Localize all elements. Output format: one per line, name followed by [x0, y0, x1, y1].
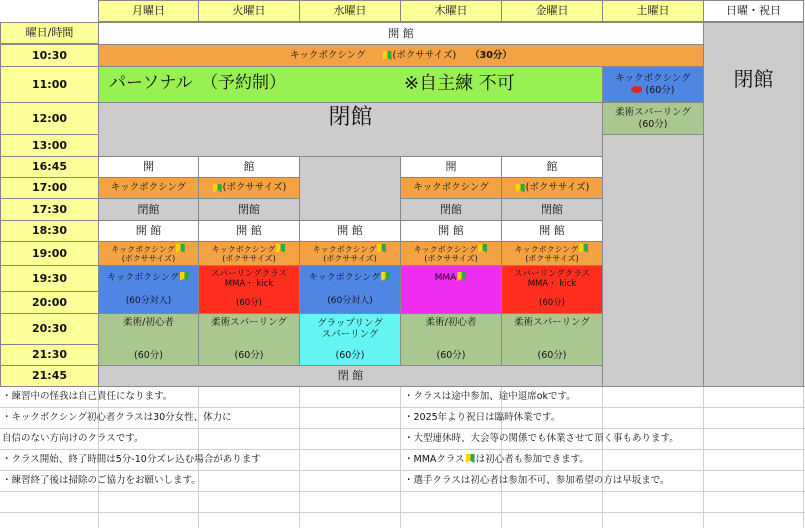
personal-training-cell	[98, 66, 603, 103]
class-subname: (ボクササイズ)	[121, 253, 176, 263]
class-name: スパーリングクラス	[210, 269, 288, 280]
beginner-mark-icon	[381, 272, 390, 281]
beginner-mark-icon	[457, 272, 466, 281]
time-label: 11:00	[0, 66, 99, 103]
class-duration: (60分)	[234, 350, 264, 362]
note-text: ・MMAクラス	[404, 454, 465, 465]
class-name: 柔術/初心者	[425, 317, 477, 328]
class-duration: (60分)	[539, 298, 565, 309]
no-self-training-label: ※自主練 不可	[404, 73, 515, 94]
class-subname: (ボクササイズ)	[392, 49, 457, 61]
class-duration: (60分)	[436, 350, 466, 362]
open-cell: 館	[501, 156, 603, 178]
saturday-kickboxing-cell	[602, 66, 704, 103]
boxercise-cell	[501, 177, 603, 199]
beginner-mark-icon	[176, 244, 185, 253]
beginner-mark-icon	[516, 184, 525, 193]
open-cell: 開 館	[299, 220, 401, 242]
time-label: 13:00	[0, 134, 99, 157]
reservation-label: （予約制）	[201, 73, 286, 93]
class-subname: MMA・ kick	[224, 278, 274, 289]
class-name: スパーリングクラス	[513, 269, 591, 280]
time-label: 21:30	[0, 344, 99, 366]
tuesday-jiujitsu-sparring-cell	[198, 313, 300, 366]
class-name: 柔術スパーリング	[211, 317, 287, 328]
open-cell: 開	[98, 156, 199, 178]
header-corner-blank	[0, 0, 98, 22]
class-name: グラップリング	[317, 318, 383, 329]
class-subname: (ボクササイズ)	[222, 253, 276, 263]
beginner-mark-icon	[377, 244, 386, 253]
class-duration: (60分対人)	[125, 295, 172, 306]
closing-banner: 閉 館	[98, 365, 603, 387]
class-name: キックボクシング	[111, 244, 175, 254]
note-right: ・クラスは途中参加、途中退席okです。	[404, 391, 576, 402]
monday-kickboxing-beginner-cell	[98, 265, 199, 314]
class-duration: (60分)	[335, 350, 365, 362]
kickboxing-boxercise-cell	[299, 241, 401, 266]
closed-cell: 閉館	[400, 198, 502, 221]
class-name: キックボクシング	[308, 272, 381, 283]
closed-cell: 閉館	[198, 198, 300, 221]
time-label: 20:30	[0, 313, 99, 345]
class-name: キックボクシング	[615, 72, 691, 84]
class-duration: (60分)	[645, 84, 675, 96]
kickboxing-boxercise-cell	[400, 241, 502, 266]
class-name: キックボクシング	[312, 244, 377, 254]
saturday-closed-cell	[602, 134, 704, 387]
day-header-sat: 土曜日	[602, 0, 704, 22]
closed-cell: 閉館	[98, 198, 199, 221]
class-name: 柔術/初心者	[123, 317, 174, 328]
class-subname: (ボクササイズ)	[525, 182, 590, 194]
class-name: MMA	[434, 273, 457, 283]
class-subname: (ボクササイズ)	[323, 253, 377, 263]
day-header-mon: 月曜日	[98, 0, 199, 22]
day-header-thu: 木曜日	[400, 0, 502, 22]
beginner-mark-icon	[180, 272, 189, 281]
note-left: ・クラス開始、終了時間は5分-10分ズレ込む場合があります	[2, 454, 261, 465]
day-header-fri: 金曜日	[501, 0, 603, 22]
class-name: キックボクシング	[290, 49, 366, 61]
class-duration: (60分)	[638, 118, 668, 130]
day-header-tue: 火曜日	[198, 0, 300, 22]
note-text: は初心者も参加できます。	[475, 454, 589, 465]
kickboxing-cell: キックボクシング	[400, 177, 502, 199]
note-right-mma	[404, 450, 589, 470]
beginner-mark-icon	[579, 244, 588, 253]
open-cell: 開 館	[98, 220, 199, 242]
wednesday-grappling-cell	[299, 313, 401, 366]
class-subname: (ボクササイズ)	[424, 253, 478, 263]
class-name: 柔術スパーリング	[514, 317, 590, 328]
kickboxing-morning-cell	[98, 44, 704, 67]
class-name: キックボクシング	[514, 244, 579, 254]
beginner-mark-icon	[466, 454, 475, 463]
note-left: ・練習中の怪我は自己責任になります。	[2, 391, 173, 402]
thursday-jiujitsu-beginner-cell	[400, 313, 502, 366]
class-name: キックボクシング	[107, 272, 179, 283]
class-name: キックボクシング	[413, 244, 478, 254]
time-label: 19:30	[0, 265, 99, 292]
class-duration: (60分)	[537, 350, 567, 362]
open-cell: 館	[198, 156, 300, 178]
time-header: 曜日/時間	[0, 22, 99, 44]
personal-label: パーソナル	[109, 73, 193, 93]
class-subname: スパーリング	[321, 329, 379, 341]
class-duration: （30分）	[470, 49, 512, 61]
kickboxing-boxercise-cell	[501, 241, 603, 266]
time-label: 10:30	[0, 44, 99, 67]
midday-closed-cell: 閉館	[98, 102, 603, 157]
gridline	[0, 512, 805, 513]
note-left: ・練習終了後は掃除のご協力をお願いします。	[2, 475, 201, 486]
note-right: ・2025年より祝日は臨時休業です。	[404, 412, 561, 423]
class-duration: (60分)	[133, 350, 163, 362]
friday-jiujitsu-sparring-cell	[501, 313, 603, 366]
class-duration: (60分対人)	[327, 295, 373, 306]
gridline	[0, 491, 805, 492]
day-header-wed: 水曜日	[299, 0, 401, 22]
beginner-mark-icon	[383, 51, 392, 60]
time-label: 18:30	[0, 220, 99, 242]
time-label: 17:30	[0, 198, 99, 221]
open-cell: 開 館	[400, 220, 502, 242]
time-label: 20:00	[0, 291, 99, 314]
beginner-mark-icon	[478, 244, 487, 253]
class-subname: (ボクササイズ)	[222, 182, 287, 194]
boxercise-cell	[198, 177, 300, 199]
note-right: ・選手クラスは初心者は参加不可、参加希望の方は早坂まで。	[404, 475, 670, 486]
beginner-mark-icon	[213, 184, 222, 193]
beginner-mark-icon	[276, 244, 285, 253]
note-left: 自信のない方向けのクラスです。	[2, 433, 144, 444]
class-subname: (ボクササイズ)	[525, 253, 579, 263]
day-header-sun: 日曜・祝日	[703, 0, 804, 22]
kickboxing-boxercise-cell	[98, 241, 199, 266]
open-cell: 開	[400, 156, 502, 178]
note-left: ・キックボクシング初心者クラスは30分女性、体力に	[2, 412, 232, 423]
monday-jiujitsu-beginner-cell	[98, 313, 199, 366]
class-name: 柔術スパーリング	[615, 106, 691, 118]
time-label: 17:00	[0, 177, 99, 199]
sunday-closed-cell: 閉館	[703, 22, 804, 387]
class-subname: MMA・ kick	[527, 278, 577, 289]
closed-cell: 閉館	[501, 198, 603, 221]
class-duration: (60分)	[236, 298, 262, 309]
thursday-mma-cell	[400, 265, 502, 314]
time-label: 16:45	[0, 156, 99, 178]
time-label: 19:00	[0, 241, 99, 266]
kickboxing-boxercise-cell	[198, 241, 300, 266]
open-cell: 開 館	[501, 220, 603, 242]
friday-sparring-cell	[501, 265, 603, 314]
kickboxing-cell: キックボクシング	[98, 177, 199, 199]
note-right: ・大型連休時、大会等の関係でも休業させて頂く事もあります。	[404, 433, 679, 444]
time-label: 12:00	[0, 102, 99, 135]
class-name: キックボクシング	[211, 244, 276, 254]
tuesday-sparring-cell	[198, 265, 300, 314]
open-cell: 開 館	[198, 220, 300, 242]
open-banner: 開 館	[98, 22, 704, 45]
wednesday-kickboxing-beginner-cell	[299, 265, 401, 314]
time-label: 21:45	[0, 365, 99, 387]
saturday-jiujitsu-cell	[602, 102, 704, 135]
boxing-glove-icon	[631, 86, 642, 93]
